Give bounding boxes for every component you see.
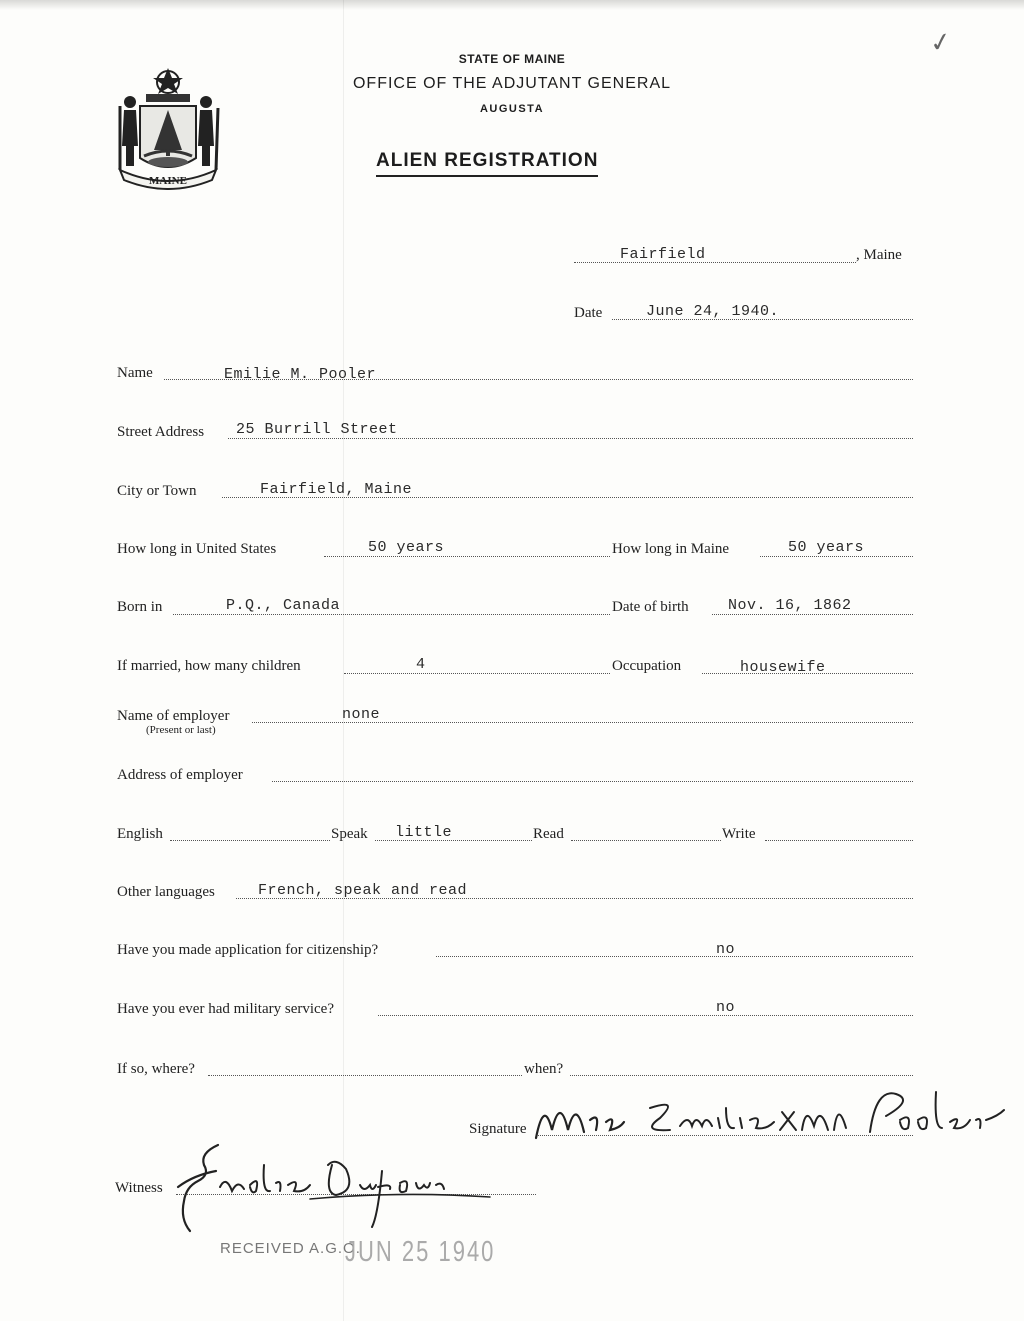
children-label: If married, how many children xyxy=(117,658,301,674)
state-heading: STATE OF MAINE xyxy=(458,52,566,66)
dob-line xyxy=(712,614,913,615)
date-label: Date xyxy=(574,305,603,321)
signature-label: Signature xyxy=(469,1121,527,1137)
occupation-label: Occupation xyxy=(612,658,682,674)
us-years-line xyxy=(324,556,610,557)
name-label: Name xyxy=(117,365,153,381)
received-stamp-date: JUN 25 1940 xyxy=(345,1235,496,1268)
other-languages-value: French, speak and read xyxy=(258,882,468,899)
other-languages-label: Other languages xyxy=(117,884,215,900)
occupation-value: housewife xyxy=(740,659,826,676)
signature-handwriting xyxy=(530,1068,1010,1148)
when-label: when? xyxy=(524,1061,564,1077)
children-value: 4 xyxy=(416,656,426,673)
maine-years-value: 50 years xyxy=(788,539,865,556)
form-title: ALIEN REGISTRATION xyxy=(376,150,598,177)
street-line xyxy=(228,438,913,439)
witness-handwriting xyxy=(160,1135,520,1235)
name-value: Emilie M. Pooler xyxy=(224,366,377,383)
military-line xyxy=(378,1015,913,1016)
born-label: Born in xyxy=(117,599,163,615)
english-line xyxy=(170,840,330,841)
read-line xyxy=(571,840,721,841)
dob-label: Date of birth xyxy=(612,599,689,615)
military-value: no xyxy=(716,999,736,1016)
citizenship-line xyxy=(436,956,913,957)
speak-value: little xyxy=(395,824,453,841)
street-label: Street Address xyxy=(117,424,205,440)
us-years-label: How long in United States xyxy=(117,541,277,557)
employer-value: none xyxy=(342,706,381,723)
where-line xyxy=(208,1075,522,1076)
date-value: June 24, 1940. xyxy=(646,303,780,320)
speak-label: Speak xyxy=(331,826,368,842)
citizenship-label: Have you made application for citizenship? xyxy=(117,942,379,958)
born-value: P.Q., Canada xyxy=(226,597,341,614)
maine-years-label: How long in Maine xyxy=(612,541,730,557)
seal-motto: MAINE xyxy=(149,175,187,187)
where-label: If so, where? xyxy=(117,1061,195,1077)
military-label: Have you ever had military service? xyxy=(117,1001,334,1017)
children-line xyxy=(344,673,610,674)
us-years-value: 50 years xyxy=(368,539,445,556)
office-heading: OFFICE OF THE ADJUTANT GENERAL xyxy=(352,75,672,92)
maine-years-line xyxy=(760,556,913,557)
witness-label: Witness xyxy=(115,1180,163,1196)
paper-fold-line xyxy=(343,0,344,1321)
employer-address-label: Address of employer xyxy=(117,767,243,783)
location-suffix: , Maine xyxy=(856,247,902,263)
employer-label: Name of employer xyxy=(117,708,230,724)
check-mark: ✓ xyxy=(927,26,955,60)
write-label: Write xyxy=(722,826,756,842)
dob-value: Nov. 16, 1862 xyxy=(728,597,852,614)
citizenship-value: no xyxy=(716,941,736,958)
english-label: English xyxy=(117,826,163,842)
top-edge-shadow xyxy=(0,0,1024,10)
received-stamp: RECEIVED A.G.O. xyxy=(220,1240,361,1257)
employer-address-line xyxy=(272,781,913,782)
city-heading: AUGUSTA xyxy=(479,103,545,115)
born-line xyxy=(173,614,610,615)
city-value: Fairfield, Maine xyxy=(260,481,413,498)
write-line xyxy=(765,840,913,841)
street-value: 25 Burrill Street xyxy=(236,421,398,438)
location-line xyxy=(574,262,856,263)
city-label: City or Town xyxy=(117,483,197,499)
read-label: Read xyxy=(533,826,564,842)
location-value: Fairfield xyxy=(620,246,706,263)
employer-sublabel: (Present or last) xyxy=(146,724,216,736)
